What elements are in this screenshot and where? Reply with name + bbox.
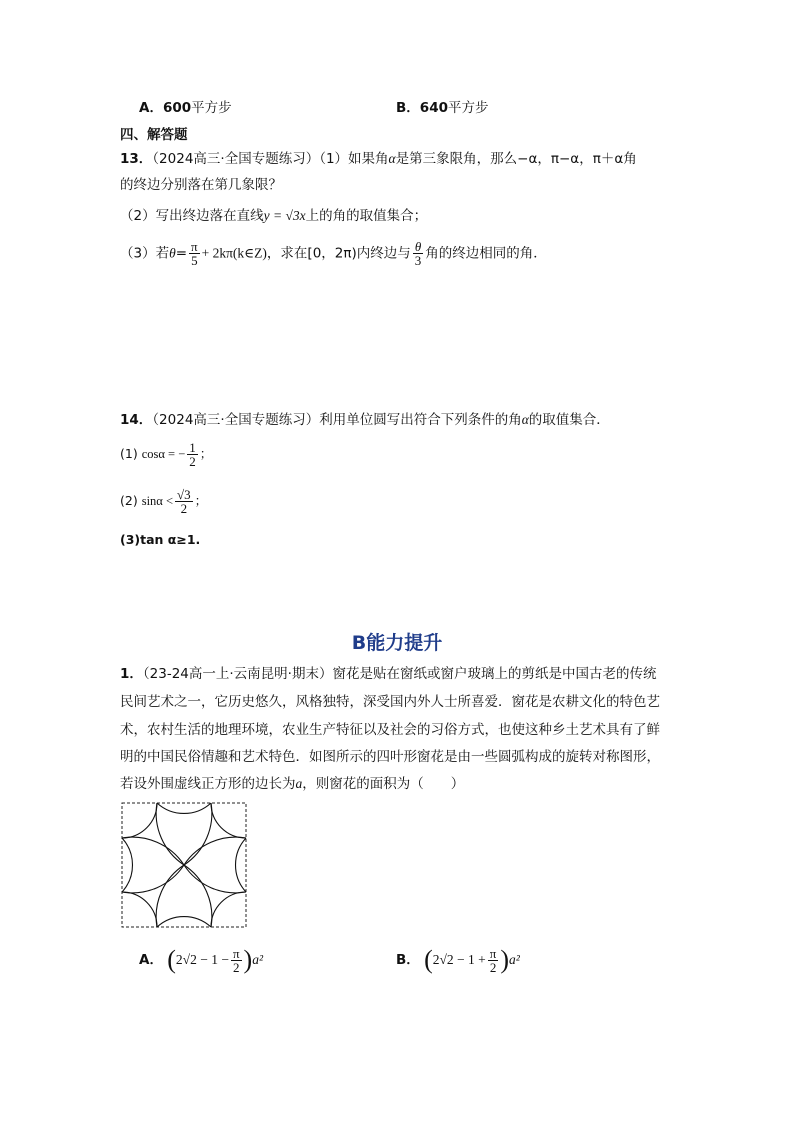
leaf-arc bbox=[122, 837, 184, 865]
q14-condition-1 bbox=[120, 441, 212, 468]
q14-source: （2024高三·全国专题练习） bbox=[152, 412, 320, 428]
q13-part3-equation-tail: + 2kπ(k∈Z) bbox=[201, 245, 267, 261]
q13-part3-b: ，求在[0，2π)内终边与 bbox=[266, 245, 411, 262]
option-b-value: 640 bbox=[419, 100, 448, 116]
qb1-line1 bbox=[120, 661, 656, 687]
option-b-label: B． bbox=[396, 100, 420, 116]
qb1-option-b-label: B． bbox=[396, 952, 420, 968]
qb1-line3: 术，农村生活的地理环境，农业生产特征以及社会的习俗方式，也使这种乡土艺术具有了鲜 bbox=[120, 722, 660, 738]
q14-intro-a: 利用单位圆写出符合下列条件的角 bbox=[319, 412, 522, 428]
section-b-heading: B能力提升 bbox=[351, 632, 443, 654]
qb1-line4: 明的中国民俗情趣和艺术特色．如图所示的四叶形窗花是由一些圆弧构成的旋转对称图形， bbox=[120, 749, 660, 765]
corner-arc bbox=[122, 892, 157, 927]
q13-part3-c: 角的终边相同的角． bbox=[425, 245, 547, 262]
q13-part1-b: 是第三象限角，那么−α，π−α，π＋α角 bbox=[395, 151, 637, 167]
q13-part2 bbox=[120, 203, 427, 229]
window-flower-figure bbox=[121, 802, 247, 928]
left-paren: ( bbox=[424, 945, 433, 974]
qb1-line5-b: ，则窗花的面积为（ ） bbox=[302, 776, 465, 792]
qb1-option-a-label: A． bbox=[139, 952, 163, 968]
option-a bbox=[139, 96, 232, 116]
edge-arc bbox=[157, 917, 211, 927]
edge-arc bbox=[157, 803, 211, 813]
left-paren: ( bbox=[167, 945, 176, 974]
arc-group bbox=[122, 803, 246, 927]
q13-part3-a: （3）若 bbox=[120, 245, 170, 262]
q13-line1 bbox=[120, 146, 637, 172]
q13-part3: （3）若θ= $\frac{\pi}{5}$ + 2kπ(k∈Z)，求在[0，2π)内终边与 $\frac{\theta}{3}$ 角的终边相同的角． bbox=[120, 239, 547, 268]
q14-c1-end: ； bbox=[199, 446, 213, 461]
theta-over-3-fraction: $\frac{\theta}{3}$ bbox=[414, 239, 422, 268]
q13-line2: 的终边分别落在第几象限？ bbox=[120, 177, 282, 193]
q14-condition-3: (3)tan α≥1. bbox=[120, 532, 201, 547]
edge-arc bbox=[122, 838, 132, 892]
q13-part2-equation: y = √3x bbox=[263, 208, 306, 223]
right-paren: ) bbox=[243, 945, 253, 974]
corner-arc bbox=[211, 803, 246, 838]
q13-number: 13． bbox=[120, 151, 153, 167]
q13-part1-a: （1）如果角 bbox=[319, 151, 389, 167]
corner-arc bbox=[122, 803, 157, 838]
pi-over-5-fraction: $\frac{\pi}{5}$ bbox=[191, 239, 198, 268]
q14-intro-b: 的取值集合． bbox=[528, 412, 610, 428]
qb1-source: （23-24高一上·云南昆明·期末） bbox=[142, 666, 333, 682]
q14-c1-expression: cosα = − bbox=[141, 447, 186, 461]
q13-theta: θ bbox=[169, 245, 176, 261]
qb1-number: 1． bbox=[120, 666, 143, 682]
q14-condition-2 bbox=[120, 488, 207, 515]
option-b bbox=[396, 96, 488, 116]
q13-part2-a: （2）写出终边落在直线 bbox=[120, 208, 264, 224]
pi-over-2-fraction: $\frac{\pi}{2}$ bbox=[489, 945, 497, 975]
edge-arc bbox=[236, 838, 246, 892]
qb1-line5 bbox=[120, 771, 464, 797]
section-title: 四、解答题 bbox=[120, 127, 188, 143]
q13-part2-b: 上的角的取值集合； bbox=[305, 208, 428, 224]
q13-alpha: α bbox=[388, 151, 396, 166]
qb1-option-a-expression: 2√2 − 1 − bbox=[175, 952, 229, 967]
leaf-arc bbox=[184, 837, 246, 865]
q14-c2-label: (2) bbox=[120, 493, 138, 508]
q14-alpha: α bbox=[521, 412, 529, 427]
q14-c2-end: ； bbox=[194, 493, 208, 508]
leaf-arc bbox=[184, 865, 212, 927]
option-b-unit: 平方步 bbox=[447, 100, 489, 116]
option-a-value: 600 bbox=[162, 100, 192, 116]
leaf-arc bbox=[122, 865, 184, 893]
leaf-arc bbox=[184, 803, 212, 865]
sqrt3-over-2-fraction: $\frac{√3}{2}$ bbox=[177, 487, 191, 516]
option-a-unit: 平方步 bbox=[191, 100, 232, 116]
option-a-label: A． bbox=[139, 100, 163, 116]
qb1-line2: 民间艺术之一，它历史悠久，风格独特，深受国内外人士所喜爱．窗花是农耕文化的特色艺 bbox=[120, 694, 660, 710]
corner-arc bbox=[211, 892, 246, 927]
leaf-arc bbox=[156, 865, 184, 927]
leaf-arc bbox=[156, 803, 184, 865]
q13-source: （2024高三·全国专题练习） bbox=[152, 151, 320, 167]
qb1-variable-a: a bbox=[295, 776, 303, 791]
leaf-arc bbox=[184, 865, 246, 893]
qb1-option-a bbox=[139, 942, 263, 978]
q14-number: 14． bbox=[120, 412, 153, 428]
qb1-line1-text: 窗花是贴在窗纸或窗户玻璃上的剪纸是中国古老的传统 bbox=[332, 666, 657, 682]
q14-c1-label: (1) bbox=[120, 446, 138, 461]
q14-c2-expression: sinα < bbox=[141, 494, 174, 508]
a-squared: a² bbox=[252, 952, 263, 967]
qb1-line5-a: 若设外围虚线正方形的边长为 bbox=[120, 776, 296, 792]
pi-over-2-fraction: $\frac{\pi}{2}$ bbox=[232, 945, 240, 975]
qb1-option-b bbox=[396, 942, 520, 978]
qb1-option-b-expression: 2√2 − 1 + bbox=[432, 952, 486, 967]
right-paren: ) bbox=[500, 945, 510, 974]
one-half-fraction: $\frac{1}{2}$ bbox=[189, 440, 196, 469]
q14-line1 bbox=[120, 407, 610, 433]
a-squared: a² bbox=[509, 952, 520, 967]
